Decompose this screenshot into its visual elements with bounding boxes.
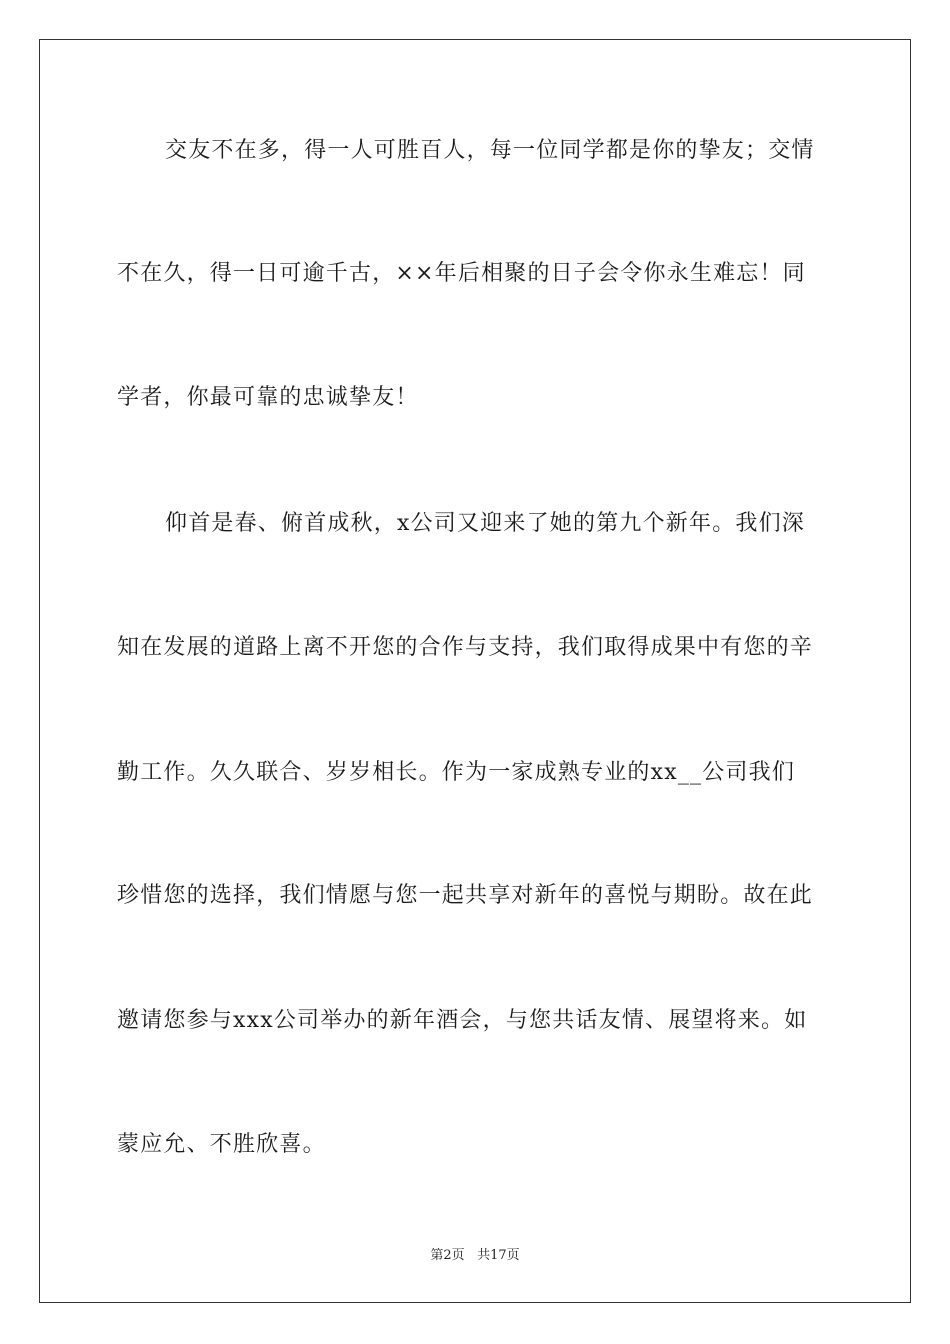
total-pages-label: 共17页 [477,1248,520,1263]
paragraph-1-line-3: 学者，你最可靠的忠诚挚友！ [117,385,419,410]
paragraph-2-line-2: 知在发展的道路上离不开您的合作与支持，我们取得成果中有您的辛 [117,635,814,660]
paragraph-2-line-4: 珍惜您的选择，我们情愿与您一起共享对新年的喜悦与期盼。故在此 [117,883,814,908]
paragraph-2-line-5: 邀请您参与xxx公司举办的新年酒会，与您共话友情、展望将来。如 [117,1008,808,1033]
paragraph-2-line-6: 蒙应允、不胜欣喜。 [117,1132,326,1157]
page-footer [0,1247,950,1265]
page-number-label: 第2页 [430,1248,465,1263]
paragraph-1-line-1: 交友不在多，得一人可胜百人，每一位同学都是你的挚友；交情 [165,138,815,163]
paragraph-2-line-3: 勤工作。久久联合、岁岁相长。作为一家成熟专业的xx__公司我们 [117,760,796,785]
paragraph-2-line-1: 仰首是春、俯首成秋，x公司又迎来了她的第九个新年。我们深 [165,511,806,536]
paragraph-1-line-2: 不在久，得一日可逾千古，××年后相聚的日子会令你永生难忘！同 [117,261,806,286]
page-border [39,39,911,1303]
